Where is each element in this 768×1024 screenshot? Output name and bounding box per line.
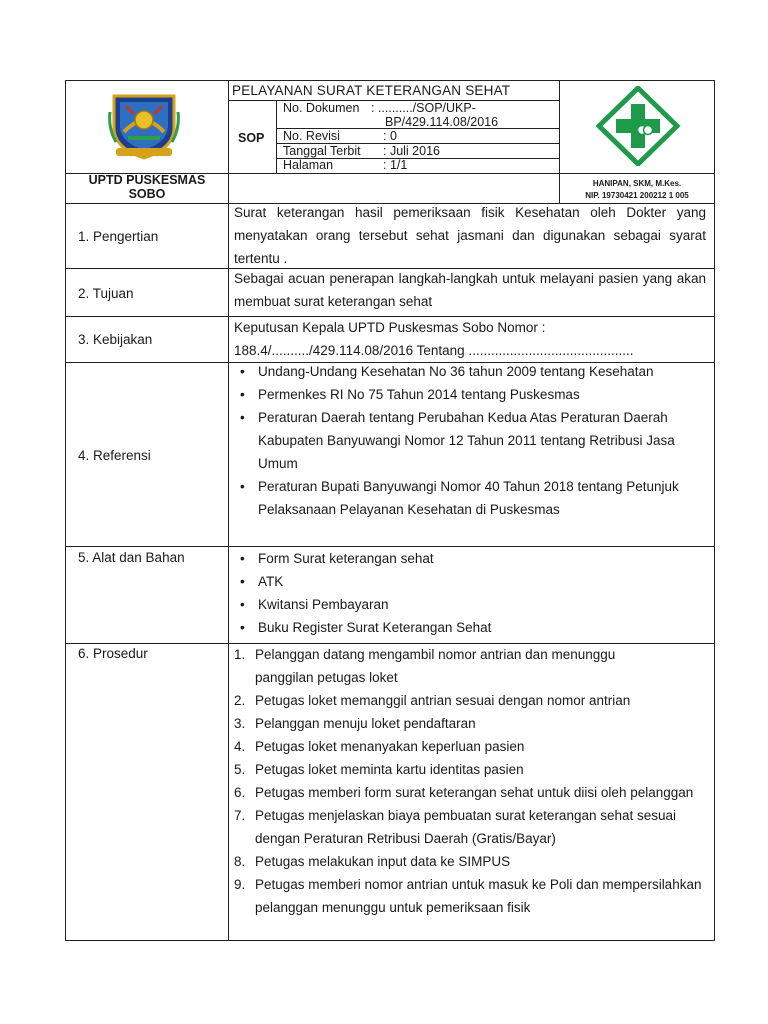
prosedur-step (231, 781, 695, 804)
step-text: Pelanggan menuju loket pendaftaran (255, 716, 476, 731)
prosedur-step (231, 735, 707, 758)
section-label-kebijakan: 3. Kebijakan (78, 332, 153, 347)
table-border-bottom (65, 940, 715, 941)
puskesmas-logo (595, 86, 681, 171)
step-text: Petugas memberi nomor antrian untuk masuk ke Poli dan mempersilahkan pelanggan menunggu untuk pemeriksaan fisik (255, 877, 702, 915)
field-value-no-revisi: : 0 (383, 129, 397, 143)
field-value-halaman: : 1/1 (383, 158, 408, 172)
referensi-item: • Permenkes RI No 75 Tahun 2014 tentang Puskesmas (234, 383, 706, 406)
field-label-no-dokumen: No. Dokumen (283, 101, 360, 115)
step-text: Petugas melakukan input data ke SIMPUS (255, 854, 511, 869)
step-number: 3. (234, 716, 246, 731)
step-number: 7. (234, 808, 246, 823)
section-label-referensi: 4. Referensi (78, 448, 151, 463)
field-value-no-dokumen-cont: BP/429.114.08/2016 (385, 115, 499, 129)
org-name (72, 173, 222, 201)
section-label-prosedur: 6. Prosedur (78, 646, 148, 661)
org-name-line2: SOBO (128, 187, 166, 201)
table-border-top (65, 80, 715, 81)
step-text: Petugas menjelaskan biaya pembuatan surat keterangan sehat sesuai dengan Peraturan Retribusi Daerah (Gratis/Bayar) (255, 808, 677, 846)
prosedur-step (231, 689, 707, 712)
referensi-item: • Peraturan Bupati Banyuwangi Nomor 40 Tahun 2018 tentang Petunjuk Pelaksanaan Pelayanan Kesehatan di Puskesmas (234, 475, 708, 521)
referensi-list (234, 360, 706, 521)
alat-bahan-item: • ATK (234, 570, 706, 593)
referensi-item: • Undang-Undang Kesehatan No 36 tahun 2009 tentang Kesehatan (234, 360, 678, 383)
prosedur-list (231, 643, 707, 919)
step-text: Petugas loket memanggil antrian sesuai dengan nomor antrian (255, 693, 631, 708)
field-value-tanggal-terbit: : Juli 2016 (383, 144, 440, 158)
alat-bahan-item: • Form Surat keterangan sehat (234, 547, 706, 570)
column-divider-left (228, 80, 229, 941)
field-label-halaman: Halaman (283, 158, 334, 172)
step-number: 5. (234, 762, 246, 777)
alat-bahan-item: • Buku Register Surat Keterangan Sehat (234, 616, 706, 639)
org-name-line1: UPTD PUSKESMAS (88, 173, 206, 187)
section-text-pengertian: Surat keterangan hasil pemeriksaan fisik Kesehatan oleh Dokter yang menyatakan orang tersebut sehat jasmani dan digunakan sebagai syarat tertentu . (234, 205, 706, 266)
field-value-no-dokumen: : ........../SOP/UKP- (371, 101, 476, 115)
step-number: 6. (234, 785, 246, 800)
prosedur-step (231, 804, 715, 850)
referensi-item: • Peraturan Daerah tentang Perubahan Kedua Atas Peraturan Daerah Kabupaten Banyuwangi Nomor 12 Tahun 2011 tentang Retribusi Jasa Umum (234, 406, 708, 475)
prosedur-step (231, 643, 675, 689)
prosedur-step (231, 873, 705, 919)
section-label-alat-bahan: 5. Alat dan Bahan (78, 550, 185, 565)
step-number: 2. (234, 693, 246, 708)
field-label-tanggal-terbit: Tanggal Terbit (283, 144, 361, 158)
step-text: Petugas memberi form surat keterangan sehat untuk diisi oleh pelanggan (255, 785, 694, 800)
sop-divider (276, 100, 277, 173)
signer-nip: NIP. 19730421 200212 1 005 (585, 191, 689, 200)
alat-bahan-list (234, 547, 706, 639)
section-label-tujuan: 2. Tujuan (78, 286, 134, 301)
field-label-no-revisi: No. Revisi (283, 129, 340, 143)
signer-name: HANIPAN, SKM, M.Kes. (592, 179, 682, 188)
kebijakan-line-2: 188.4/........../429.114.08/2016 Tentang ............................................ (234, 343, 634, 358)
prosedur-step (231, 712, 707, 735)
sop-label: SOP (238, 131, 265, 145)
step-number: 9. (234, 877, 246, 892)
document-title: PELAYANAN SURAT KETERANGAN SEHAT (232, 83, 511, 98)
step-number: 8. (234, 854, 246, 869)
prosedur-step (231, 758, 707, 781)
step-text: Pelanggan datang mengambil nomor antrian dan menunggu panggilan petugas loket (255, 647, 616, 685)
step-text: Petugas loket meminta kartu identitas pasien (255, 762, 524, 777)
step-text: Petugas loket menanyakan keperluan pasien (255, 739, 525, 754)
table-border-left (65, 80, 66, 941)
section-label-pengertian: 1. Pengertian (78, 229, 159, 244)
section-text-tujuan: Sebagai acuan penerapan langkah-langkah untuk melayani pasien yang akan membuat surat keterangan sehat (234, 271, 706, 309)
alat-bahan-item: • Kwitansi Pembayaran (234, 593, 706, 616)
step-number: 4. (234, 739, 246, 754)
section-text-kebijakan (234, 316, 706, 362)
kebijakan-line-1: Keputusan Kepala UPTD Puskesmas Sobo Nomor : (234, 320, 546, 335)
step-number: 1. (234, 647, 246, 662)
regional-crest-logo (106, 92, 182, 165)
prosedur-step (231, 850, 707, 873)
